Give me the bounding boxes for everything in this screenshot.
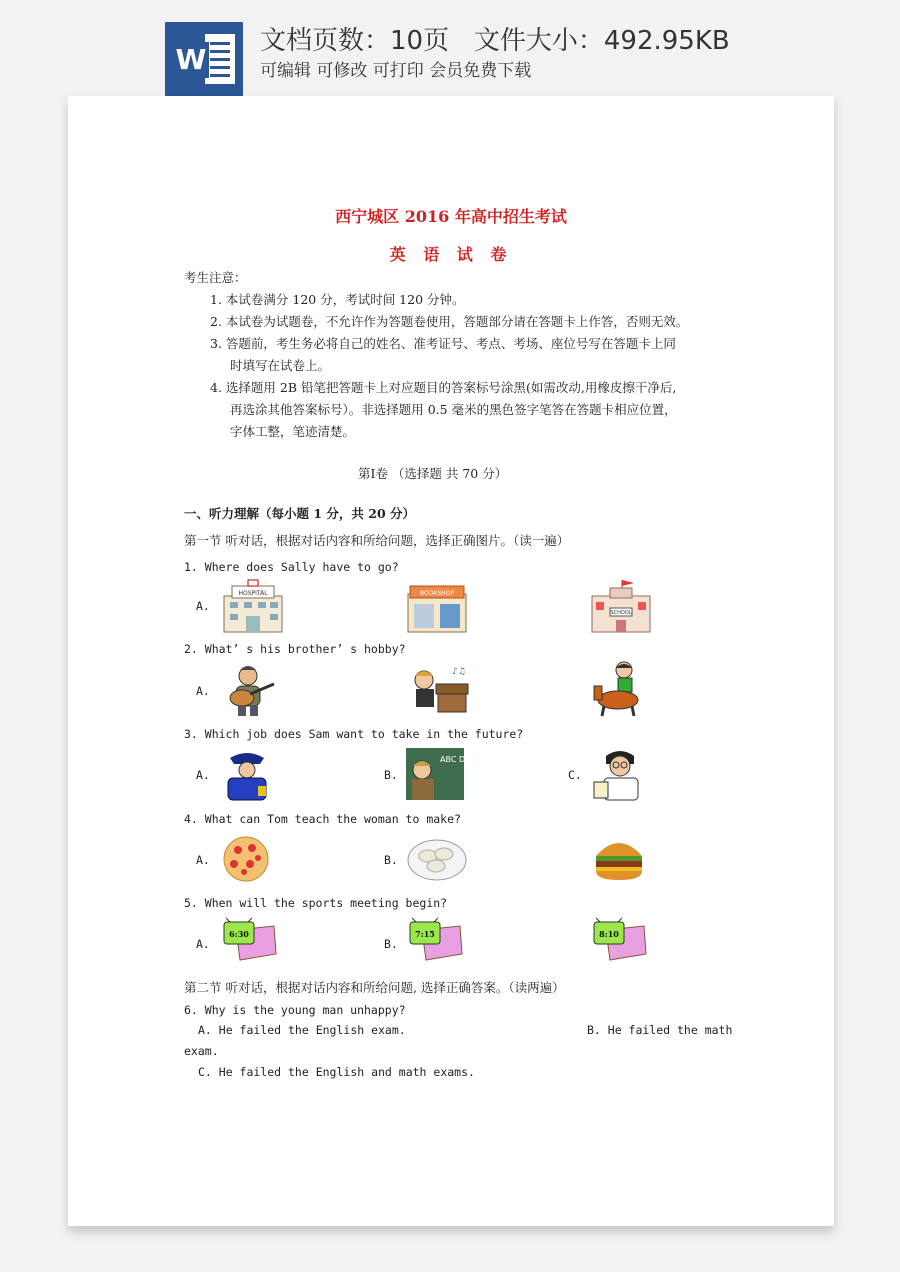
guitar-player-icon	[220, 664, 278, 716]
exam-title: 西宁城区 2016 年高中招生考试	[335, 207, 567, 226]
answer-option-b-cont: exam.	[184, 1044, 219, 1058]
school-icon	[588, 578, 654, 634]
option-label: B.	[384, 768, 398, 782]
answer-option-c: C. He failed the English and math exams.	[198, 1065, 475, 1079]
option-label: A.	[196, 853, 210, 867]
question-2: 2. What’ s his brother’ s hobby?	[184, 642, 406, 656]
notice-item: 再选涂其他答案标号）。非选择题用 0.5 毫米的黑色签字笔答在答题卡相应位置，	[230, 402, 677, 417]
question-1: 1. Where does Sally have to go?	[184, 560, 399, 574]
teacher-icon	[406, 748, 471, 800]
blackboard-text: ABC DE	[440, 755, 471, 764]
answer-option-b: B. He failed the math	[587, 1023, 733, 1037]
clock-time: 6:30	[229, 929, 249, 939]
notice-item: 1. 本试卷满分 120 分，考试时间 120 分钟。	[210, 292, 465, 307]
doc-info-header	[0, 0, 900, 96]
option-label: A.	[196, 684, 210, 698]
part-heading: 第Ⅰ卷 （选择题 共 70 分）	[358, 466, 508, 481]
section-heading: 一、听力理解（每小题 1 分，共 20 分）	[184, 506, 416, 521]
alarm-clock-icon	[218, 914, 278, 964]
option-label: C.	[568, 768, 582, 782]
bookshop-icon	[406, 584, 468, 634]
doc-features: 可编辑 可修改 可打印 会员免费下载	[260, 61, 532, 81]
answer-option-a: A. He failed the English exam.	[198, 1023, 406, 1037]
notice-item: 4. 选择题用 2B 铅笔把答题卡上对应题目的答案标号涂黑(如需改动,用橡皮擦干净后,	[210, 380, 677, 395]
clock-time: 8:10	[599, 929, 619, 939]
question-3: 3. Which job does Sam want to take in the future?	[184, 727, 524, 741]
notice-item: 2. 本试卷为试题卷，不允许作为答题卷使用，答题部分请在答题卡上作答，否则无效。	[210, 314, 689, 329]
dumplings-icon	[406, 836, 468, 882]
horse-rider-icon	[590, 660, 646, 718]
police-officer-icon	[220, 748, 274, 800]
notice-item: 时填写在试卷上。	[230, 358, 331, 373]
clock-time: 7:15	[415, 929, 435, 939]
option-label: A.	[196, 937, 210, 951]
question-6: 6. Why is the young man unhappy?	[184, 1003, 406, 1017]
word-document-icon: W	[165, 22, 243, 96]
hospital-icon	[218, 580, 288, 634]
bookshop-sign: BOOKSHOP	[419, 590, 455, 597]
hamburger-icon	[592, 834, 646, 884]
notice-item: 字体工整，笔迹清楚。	[230, 424, 356, 439]
option-label: A.	[196, 768, 210, 782]
svg-text:♪♫: ♪♫	[452, 667, 466, 677]
notice-item: 3. 答题前，考生务必将自己的姓名、准考证号、考点、考场、座位号写在答题卡上同	[210, 336, 676, 351]
question-5: 5. When will the sports meeting begin?	[184, 896, 448, 910]
notice-heading: 考生注意：	[184, 270, 247, 285]
pizza-icon	[220, 834, 272, 884]
subsection-heading: 第一节 听对话，根据对话内容和所给问题，选择正确图片。（读一遍）	[184, 533, 570, 548]
piano-player-icon	[406, 662, 470, 714]
option-label: A.	[196, 599, 210, 613]
doctor-icon	[590, 748, 648, 802]
document-page	[68, 96, 834, 1226]
doc-stats: 文档页数：10页 文件大小：492.95KB	[260, 26, 730, 56]
exam-subtitle: 英 语 试 卷	[389, 245, 513, 264]
alarm-clock-icon	[588, 914, 648, 964]
subsection-heading: 第二节 听对话，根据对话内容和所给问题, 选择正确答案。（读两遍）	[184, 980, 565, 995]
school-sign: SCHOOL	[610, 610, 632, 616]
hospital-sign: HOSPITAL	[238, 590, 268, 597]
alarm-clock-icon	[404, 914, 464, 964]
question-4: 4. What can Tom teach the woman to make?	[184, 812, 461, 826]
option-label: B.	[384, 853, 398, 867]
option-label: B.	[384, 937, 398, 951]
